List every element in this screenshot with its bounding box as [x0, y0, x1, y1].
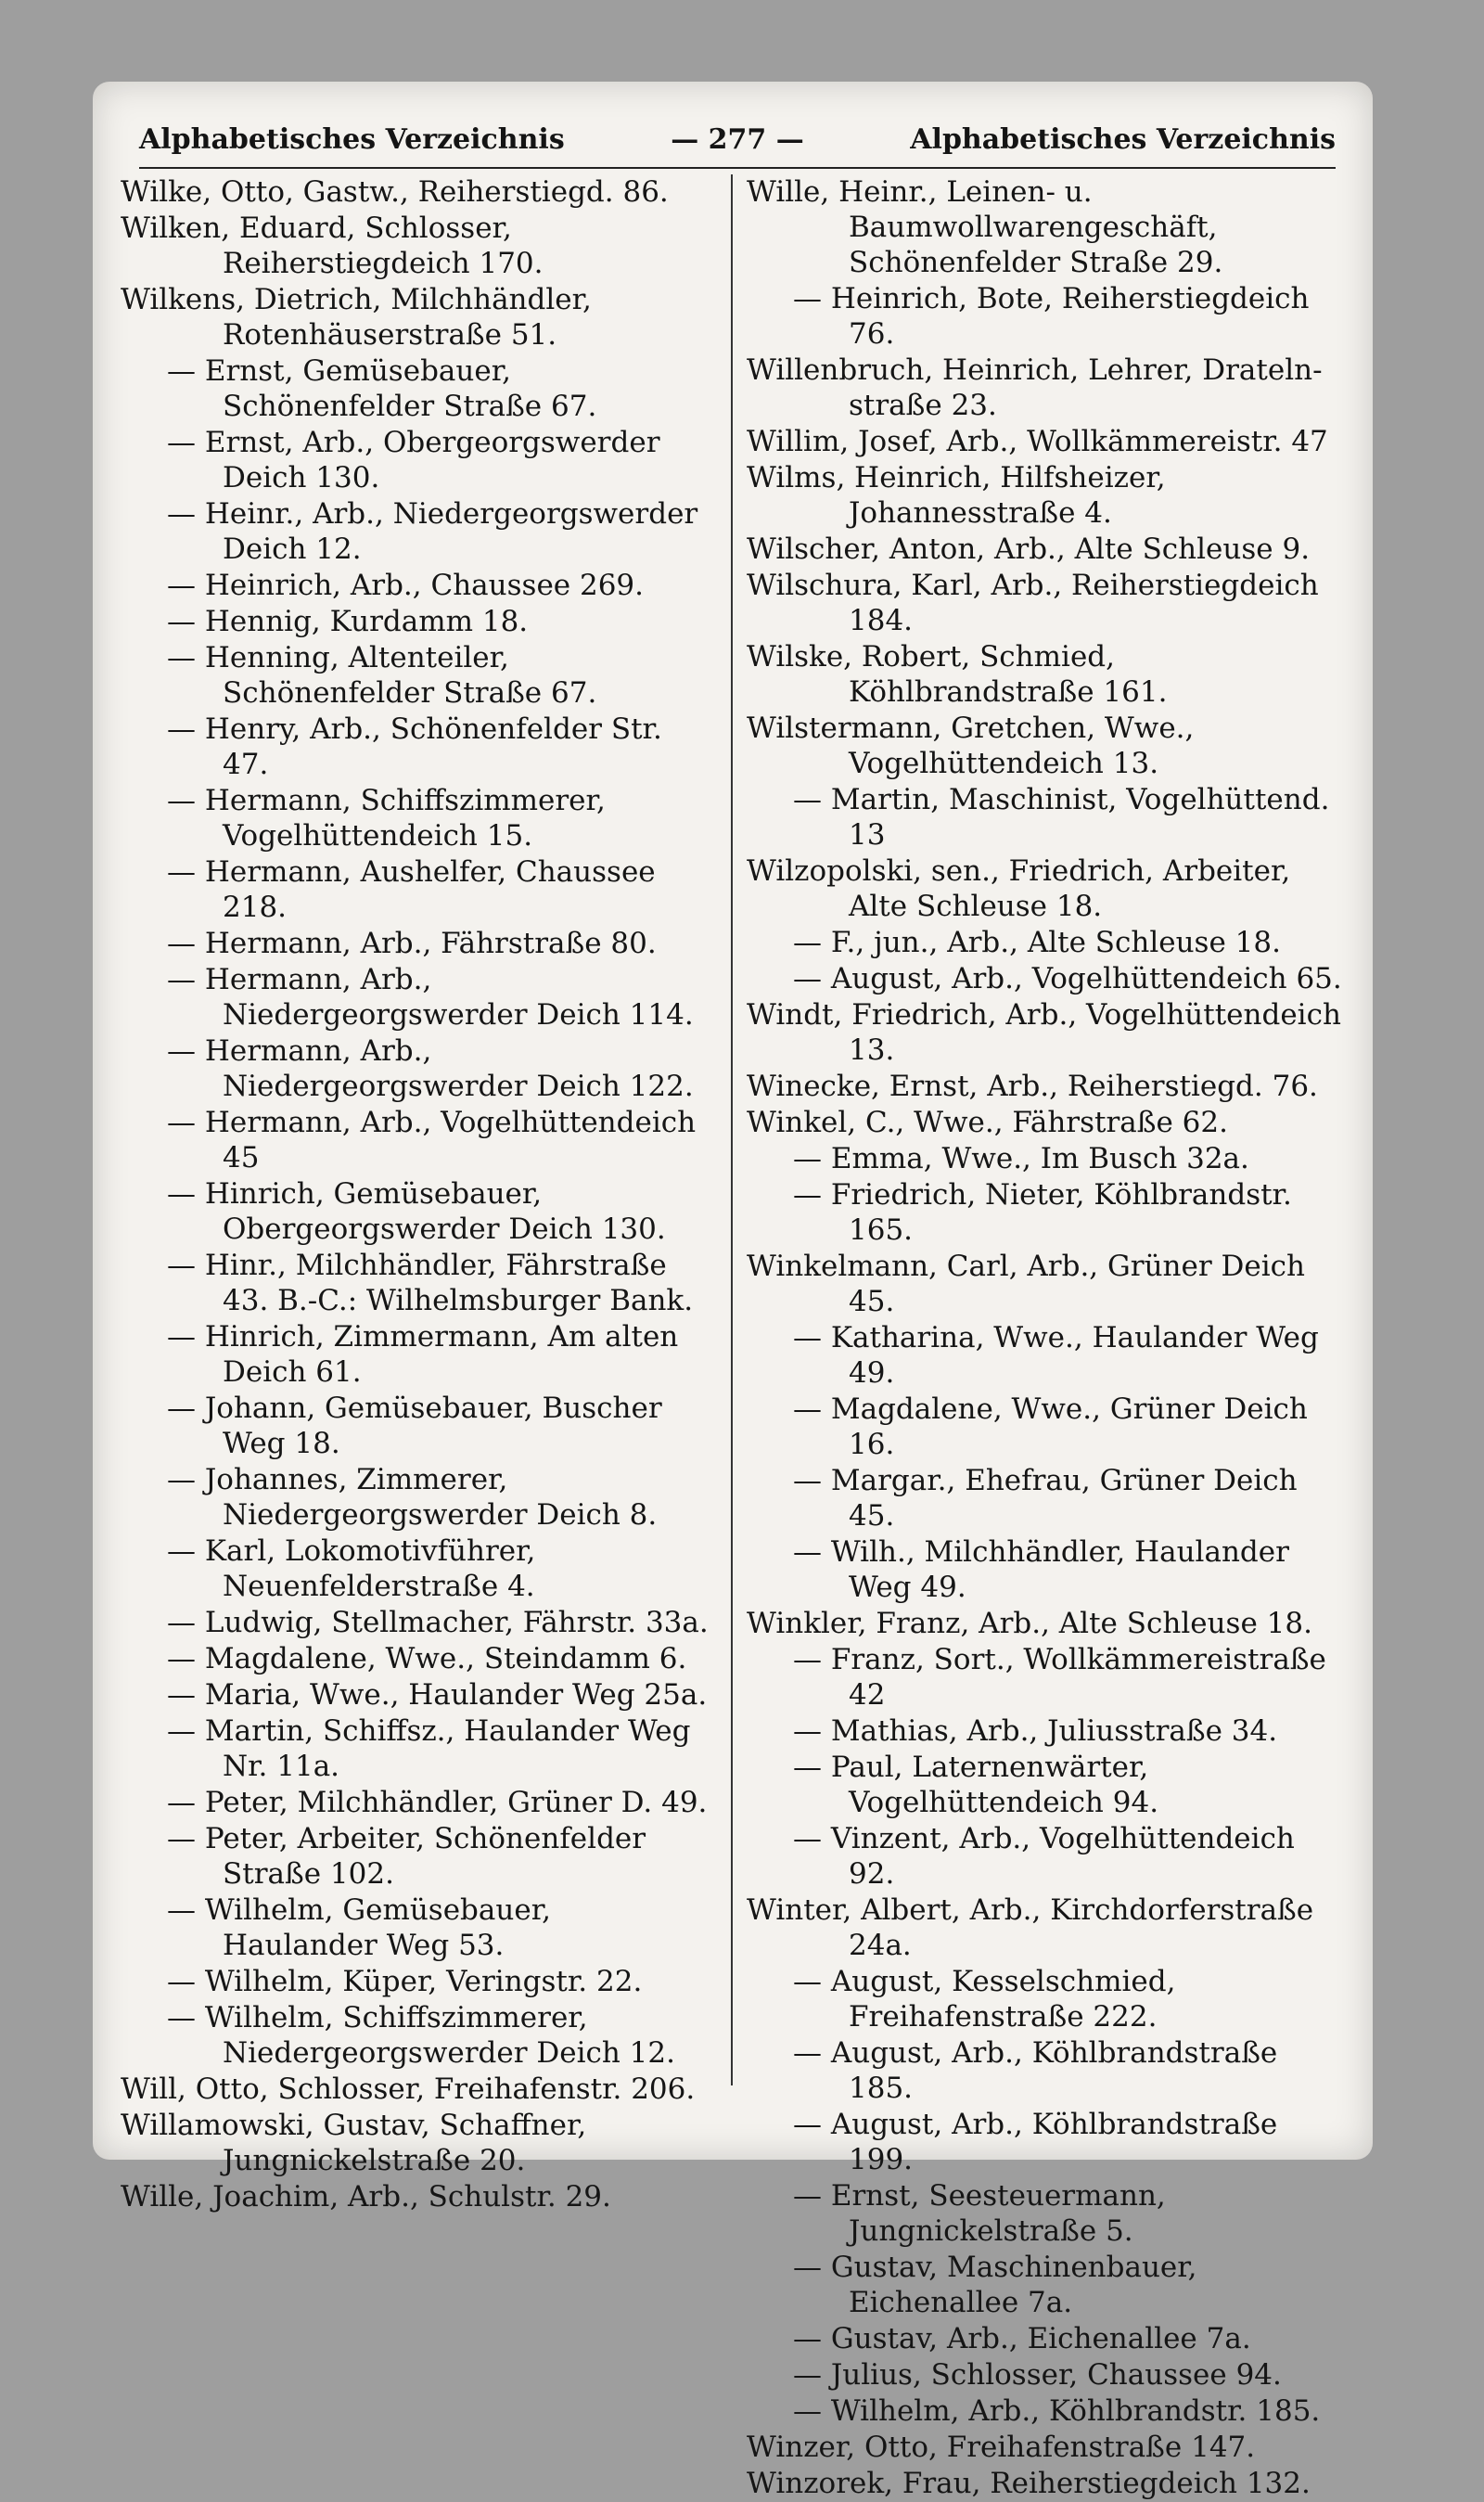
directory-entry: — Hermann, Arb., Fährstraße 80. — [167, 927, 657, 960]
directory-entry: — Margar., Ehefrau, Grüner Deich 45. — [793, 1464, 1298, 1533]
directory-entry: — Hinrich, Gemüsebauer, Obergeorgswerder Deich 130. — [167, 1177, 666, 1246]
directory-entry: — Ernst, Seesteuermann, Jungnickelstraße 5. — [793, 2179, 1166, 2248]
directory-entry: — Karl, Lokomotivführer, Neuenfelderstraße 4. — [167, 1534, 536, 1603]
directory-entry: — Johannes, Zimmerer, Niedergeorgswerder Deich 8. — [167, 1463, 658, 1532]
directory-entry: — Hermann, Schiffszimmerer, Vogelhüttendeich 15. — [167, 784, 606, 853]
directory-entry: — Johann, Gemüsebauer, Buscher Weg 18. — [167, 1392, 662, 1460]
directory-entry: — Magdalene, Wwe., Steindamm 6. — [167, 1642, 687, 1675]
directory-entry: — Wilhelm, Arb., Köhlbrandstr. 185. — [793, 2394, 1321, 2428]
directory-entry: — Emma, Wwe., Im Busch 32a. — [793, 1142, 1249, 1175]
directory-entry: — Martin, Maschinist, Vogelhüttend. 13 — [793, 783, 1330, 852]
directory-entry: — Martin, Schiffsz., Haulander Weg Nr. 11a. — [167, 1714, 691, 1783]
directory-entry: — Hennig, Kurdamm 18. — [167, 605, 529, 638]
directory-entry: — Gustav, Maschinenbauer, Eichenallee 7a. — [793, 2251, 1197, 2319]
directory-entry: Winecke, Ernst, Arb., Reiherstiegd. 76. — [747, 1070, 1318, 1103]
directory-entry: — August, Kesselschmied, Freihafenstraße 222. — [793, 1965, 1176, 2034]
directory-entry: — Hermann, Aushelfer, Chaussee 218. — [167, 855, 656, 924]
header-left-title: Alphabetisches Verzeichnis — [139, 122, 565, 156]
directory-entry: — Hermann, Arb., Vogelhüttendeich 45 — [167, 1106, 697, 1174]
directory-entry: Wille, Heinr., Leinen- u. Baumwollwarengeschäft, Schönenfelder Straße 29. — [747, 175, 1223, 279]
directory-entry: — August, Arb., Köhlbrandstraße 199. — [793, 2108, 1278, 2176]
header-rule — [139, 167, 1336, 169]
directory-entry: — Katharina, Wwe., Haulander Weg 49. — [793, 1321, 1319, 1390]
directory-entry: — Ludwig, Stellmacher, Fährstr. 33a. — [167, 1606, 709, 1639]
directory-entry: — Magdalene, Wwe., Grüner Deich 16. — [793, 1392, 1308, 1461]
directory-entry: Winkler, Franz, Arb., Alte Schleuse 18. — [747, 1607, 1312, 1640]
directory-entry: Winkel, C., Wwe., Fährstraße 62. — [747, 1106, 1228, 1139]
directory-entry: Wilske, Robert, Schmied, Köhlbrandstraße 161. — [747, 640, 1168, 709]
directory-entry: Wilken, Eduard, Schlosser, Reiherstiegdeich 170. — [121, 212, 544, 280]
directory-entry: — August, Arb., Köhlbrandstraße 185. — [793, 2036, 1278, 2105]
directory-entry: — Ernst, Arb., Obergeorgswerder Deich 130. — [167, 426, 660, 494]
directory-entry: Winkelmann, Carl, Arb., Grüner Deich 45. — [747, 1250, 1305, 1318]
header-right-title: Alphabetisches Verzeichnis — [910, 122, 1336, 156]
directory-entry: Willamowski, Gustav, Schaffner, Jungnickelstraße 20. — [121, 2109, 587, 2177]
directory-page — [93, 82, 1373, 2500]
directory-entry: — Wilhelm, Schiffszimmerer, Niedergeorgswerder Deich 12. — [167, 2001, 675, 2070]
page-number: — 277 — — [671, 122, 804, 156]
directory-entry: — Friedrich, Nieter, Köhlbrandstr. 165. — [793, 1178, 1292, 1247]
directory-entry: — Peter, Milchhändler, Grüner D. 49. — [167, 1786, 708, 1819]
column-divider — [731, 174, 733, 2085]
directory-entry: — August, Arb., Vogelhüttendeich 65. — [793, 962, 1342, 995]
directory-entry: Winzorek, Frau, Reiherstiegdeich 132. — [747, 2467, 1311, 2500]
directory-entry: Willim, Josef, Arb., Wollkämmereistr. 47 — [747, 425, 1328, 458]
directory-entry: — Vinzent, Arb., Vogelhüttendeich 92. — [793, 1822, 1295, 1891]
directory-entry: — Heinrich, Bote, Reiherstiegdeich 76. — [793, 282, 1310, 351]
directory-entry: Wilms, Heinrich, Hilfsheizer, Johannesstraße 4. — [747, 461, 1166, 530]
directory-entry: — Wilhelm, Küper, Veringstr. 22. — [167, 1965, 643, 1998]
directory-entry: — Franz, Sort., Wollkämmereistraße 42 — [793, 1643, 1326, 1712]
directory-entry: — Peter, Arbeiter, Schönenfelder Straße 102. — [167, 1822, 646, 1891]
directory-entry: — Paul, Laternenwärter, Vogelhüttendeich 94. — [793, 1751, 1159, 1819]
directory-entry: Winter, Albert, Arb., Kirchdorferstraße 24a. — [747, 1893, 1314, 1962]
directory-entry: — Maria, Wwe., Haulander Weg 25a. — [167, 1678, 708, 1712]
directory-entry: — Henning, Altenteiler, Schönenfelder Straße 67. — [167, 641, 597, 710]
directory-entry: — F., jun., Arb., Alte Schleuse 18. — [793, 926, 1281, 959]
directory-entry: — Hinr., Milchhändler, Fährstraße 43. B.-C.: Wilhelmsburger Bank. — [167, 1249, 694, 1317]
directory-entry: Wilke, Otto, Gastw., Reiherstiegd. 86. — [121, 175, 669, 209]
directory-entry: Winzer, Otto, Freihafenstraße 147. — [747, 2431, 1256, 2464]
directory-entry: — Hinrich, Zimmermann, Am alten Deich 61. — [167, 1320, 679, 1389]
directory-entry: Wilkens, Dietrich, Milchhändler, Rotenhäuserstraße 51. — [121, 283, 592, 352]
directory-entry: Wilscher, Anton, Arb., Alte Schleuse 9. — [747, 532, 1311, 566]
right-column — [747, 174, 1350, 2502]
directory-entry: — Ernst, Gemüsebauer, Schönenfelder Straße 67. — [167, 354, 597, 423]
directory-entry: — Hermann, Arb., Niedergeorgswerder Deich 122. — [167, 1034, 694, 1103]
directory-entry: Wilzopolski, sen., Friedrich, Arbeiter, Alte Schleuse 18. — [747, 854, 1291, 923]
directory-entry: — Mathias, Arb., Juliusstraße 34. — [793, 1714, 1278, 1748]
directory-entry: — Henry, Arb., Schönenfelder Str. 47. — [167, 712, 662, 781]
directory-entry: — Heinrich, Arb., Chaussee 269. — [167, 569, 645, 602]
directory-entry: Windt, Friedrich, Arb., Vogelhüttendeich 13. — [747, 998, 1341, 1067]
directory-entry: Will, Otto, Schlosser, Freihafenstr. 206. — [121, 2072, 696, 2106]
directory-entry: Wille, Joachim, Arb., Schulstr. 29. — [121, 2180, 611, 2213]
directory-entry: Wilschura, Karl, Arb., Reiherstiegdeich 184. — [747, 569, 1319, 637]
directory-entry: — Wilhelm, Gemüsebauer, Haulander Weg 53. — [167, 1893, 551, 1962]
directory-entry: — Wilh., Milchhändler, Haulander Weg 49. — [793, 1535, 1289, 1604]
directory-entry: — Julius, Schlosser, Chaussee 94. — [793, 2358, 1282, 2392]
page-header — [139, 119, 1336, 160]
directory-entry: Wilstermann, Gretchen, Wwe., Vogelhüttendeich 13. — [747, 712, 1195, 780]
directory-entry: — Gustav, Arb., Eichenallee 7a. — [793, 2322, 1251, 2355]
directory-entry: Willenbruch, Heinrich, Lehrer, Drateln-straße 23. — [747, 353, 1323, 422]
left-column — [121, 174, 714, 2215]
directory-entry: — Heinr., Arb., Niedergeorgswerder Deich 12. — [167, 497, 698, 566]
directory-entry: — Hermann, Arb., Niedergeorgswerder Deich 114. — [167, 963, 694, 1032]
